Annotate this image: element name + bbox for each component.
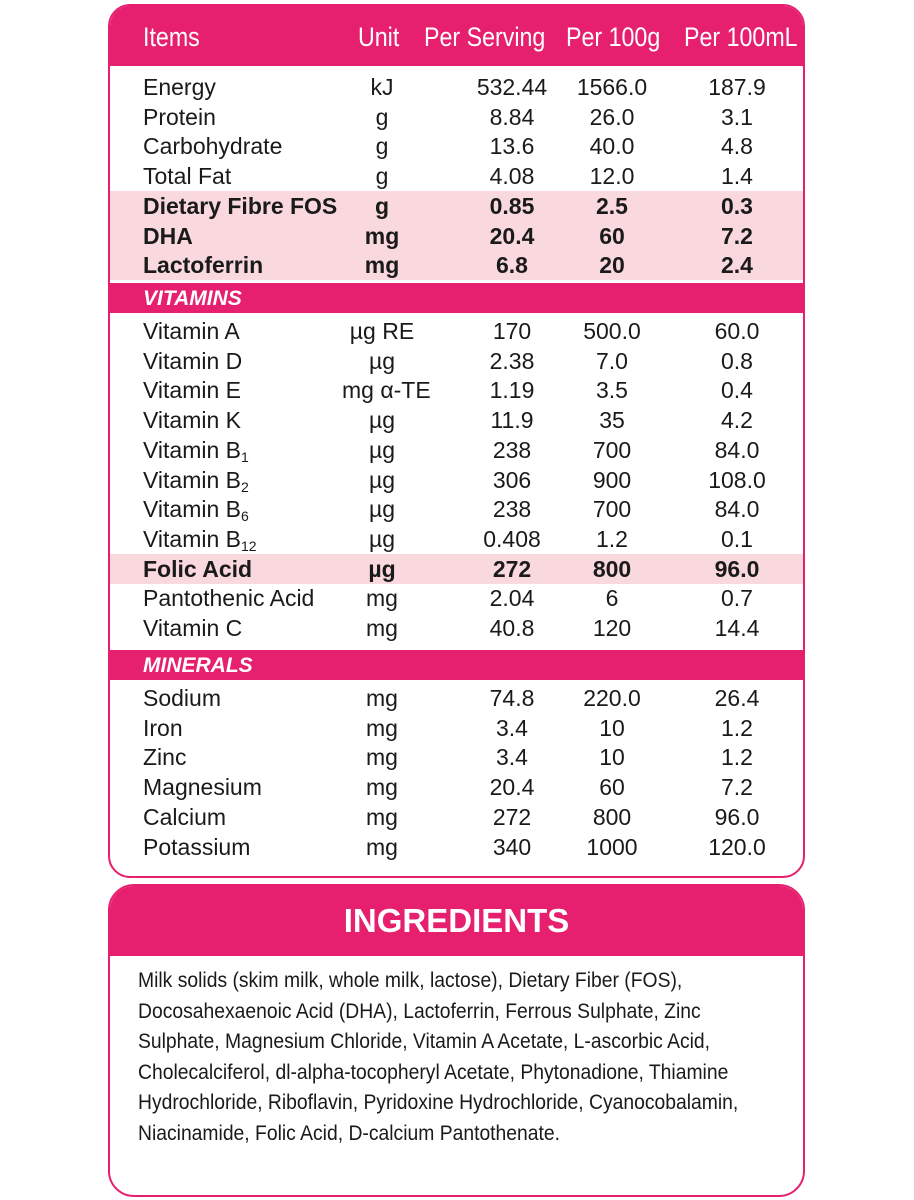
nutrient-unit: µg: [368, 436, 396, 463]
value-per-serving: 1.19: [489, 377, 535, 404]
value-per-100ml: 60.0: [714, 318, 760, 344]
value-per-serving: 6.8: [496, 252, 528, 279]
table-row: [110, 161, 803, 191]
value-per-100ml: 3.1: [721, 103, 753, 130]
value-per-serving: 272: [492, 803, 532, 830]
value-per-100g: 40.0: [589, 133, 635, 160]
nutrient-name: Total Fat: [143, 163, 232, 190]
nutrient-name: Calcium: [143, 803, 227, 830]
value-per-100g: 3.5: [596, 377, 628, 404]
header-per-serving: Per Serving: [424, 22, 546, 52]
nutrient-unit: mg: [366, 714, 398, 741]
nutrient-name: Vitamin $B_6$: [143, 496, 249, 525]
value-per-100g: 10: [599, 714, 625, 741]
vitamin-subscript: 6: [241, 508, 249, 525]
vitamins-label: VITAMINS: [143, 287, 242, 310]
value-per-100g: 12.0: [589, 163, 635, 190]
value-per-serving: 238: [492, 496, 532, 523]
value-per-serving: 2.38: [489, 347, 535, 374]
table-row: [110, 405, 803, 435]
nutrient-unit: µg: [368, 466, 396, 493]
value-per-serving: 74.8: [489, 685, 535, 711]
nutrient-unit: mg: [366, 803, 398, 830]
ingredients-panel: [108, 884, 805, 1197]
value-per-100ml: 0.4: [721, 377, 753, 404]
nutrient-name: Iron: [143, 714, 183, 741]
nutrient-unit: µg: [368, 347, 396, 374]
value-per-100g: 800: [592, 803, 632, 830]
vitamin-subscript: 12: [241, 537, 257, 554]
value-per-100g: 220.0: [583, 685, 641, 711]
nutrient-name: DHA: [143, 222, 193, 249]
nutrient-name: Pantothenic Acid: [143, 585, 315, 612]
value-per-serving: 11.9: [490, 407, 534, 434]
value-per-100ml: 187.9: [708, 74, 766, 100]
table-row: [110, 583, 803, 613]
header-items: Items: [143, 22, 200, 52]
table-header: [110, 6, 803, 66]
value-per-100ml: 1.2: [721, 714, 753, 741]
nutrient-unit: µg: [368, 407, 396, 434]
value-per-100g: 700: [592, 436, 632, 463]
nutrient-unit: mg: [366, 685, 398, 711]
value-per-serving: 20.4: [489, 774, 535, 801]
value-per-serving: 170: [492, 318, 532, 344]
value-per-serving: 238: [492, 436, 532, 463]
nutrient-name: Vitamin C: [143, 615, 243, 641]
value-per-100g: 700: [592, 496, 632, 523]
value-per-100ml: 120.0: [708, 833, 766, 860]
value-per-100ml: 96.0: [714, 555, 760, 582]
value-per-100g: 60: [599, 222, 625, 249]
value-per-100g: 120: [592, 615, 632, 641]
nutrient-name: Protein: [143, 103, 216, 130]
vitamin-subscript: 1: [241, 448, 249, 465]
table-row: [110, 713, 803, 743]
value-per-100ml: 0.8: [721, 347, 753, 374]
nutrient-name: Sodium: [143, 685, 221, 711]
value-per-100g: 60: [599, 774, 625, 801]
value-per-100g: 800: [592, 555, 632, 582]
nutrient-unit: g: [375, 103, 389, 130]
vitamins-section-header: [110, 283, 803, 313]
value-per-100g: 1.2: [596, 525, 628, 552]
vitamin-subscript: 2: [241, 478, 249, 495]
value-per-100ml: 108.0: [708, 466, 766, 493]
nutrient-name: Zinc: [143, 744, 187, 771]
table-row: [110, 465, 803, 495]
table-row: [110, 316, 803, 346]
nutrient-unit: mg: [366, 615, 398, 641]
value-per-serving: 532.44: [476, 74, 548, 100]
value-per-serving: 272: [492, 555, 532, 582]
minerals-label: MINERALS: [143, 654, 253, 677]
ingredients-title: INGREDIENTS: [110, 886, 803, 956]
minerals-section-header: [110, 650, 803, 680]
nutrient-unit: mg: [366, 774, 398, 801]
nutrient-unit: g: [375, 133, 389, 160]
nutrient-unit: µg RE: [349, 318, 415, 344]
value-per-serving: 4.08: [489, 163, 535, 190]
value-per-100ml: 0.1: [721, 525, 753, 552]
value-per-serving: 3.4: [496, 744, 528, 771]
nutrient-name: Vitamin $B_{12}$: [143, 525, 257, 554]
value-per-100g: 1000: [586, 833, 638, 860]
value-per-100ml: 4.2: [721, 407, 753, 434]
table-row: [110, 375, 803, 405]
nutrient-name: Vitamin D: [143, 347, 243, 374]
nutrient-unit: mg: [364, 252, 400, 279]
value-per-serving: 0.408: [483, 525, 541, 552]
value-per-100ml: 84.0: [714, 436, 760, 463]
value-per-serving: 3.4: [496, 714, 528, 741]
table-row: [110, 554, 803, 584]
table-row: [110, 832, 803, 862]
table-row: [110, 131, 803, 161]
table-row: [110, 435, 803, 465]
nutrient-unit: mg: [364, 222, 400, 249]
nutrient-unit: µg: [368, 496, 396, 523]
nutrient-name: Vitamin K: [143, 407, 242, 434]
nutrient-name: Vitamin $B_1$: [143, 436, 249, 465]
ingredients-list: Milk solids (skim milk, whole milk, lactose), Dietary Fiber (FOS), Docosahexaenoic Acid (DHA), Lactoferrin, Ferrous Sulphate, Zinc Sulphate, Magnesium Chloride, Vitamin A Acetate, L-ascorbic Acid, Cholecalciferol, dl-alpha-tocopheryl Acetate, Phytonadione, Thiamine Hydrochloride, Riboflavin, Pyridoxine Hydrochloride, Cyanocobalamin, Niacinamide, Folic Acid, D-calcium Pantothenate.: [138, 969, 739, 1145]
nutrient-unit: mg: [366, 585, 398, 612]
nutrient-name: Magnesium: [143, 774, 262, 801]
value-per-100g: 7.0: [596, 347, 628, 374]
nutrient-name: Potassium: [143, 833, 251, 860]
value-per-100g: 2.5: [596, 192, 628, 219]
nutrient-name: Vitamin A: [143, 318, 240, 344]
value-per-100g: 10: [599, 744, 625, 771]
table-row: [110, 772, 803, 802]
table-row: [110, 191, 803, 221]
table-row: [110, 250, 803, 280]
nutrition-table: [108, 4, 805, 878]
value-per-serving: 13.6: [489, 133, 535, 160]
header-per-100g: Per 100g: [566, 22, 661, 52]
value-per-100ml: 4.8: [721, 133, 753, 160]
table-row: [110, 221, 803, 251]
nutrient-name: Folic Acid: [143, 555, 253, 582]
nutrient-name: Lactoferrin: [143, 252, 264, 279]
value-per-100ml: 84.0: [714, 496, 760, 523]
nutrient-unit: g: [374, 192, 390, 219]
table-row: [110, 742, 803, 772]
header-per-100ml: Per 100mL: [684, 22, 798, 52]
value-per-100g: 900: [592, 466, 632, 493]
value-per-100ml: 7.2: [721, 774, 753, 801]
value-per-serving: 0.85: [489, 192, 535, 219]
value-per-serving: 2.04: [489, 585, 535, 612]
table-row: [110, 613, 803, 643]
nutrient-unit: mg: [366, 744, 398, 771]
value-per-100ml: 0.3: [721, 192, 753, 219]
nutrient-unit: µg: [368, 525, 396, 552]
value-per-100g: 26.0: [589, 103, 635, 130]
nutrient-unit: kJ: [370, 74, 394, 100]
ingredients-text: [138, 966, 781, 1149]
value-per-100ml: 7.2: [721, 222, 753, 249]
table-row: [110, 102, 803, 132]
value-per-serving: 40.8: [489, 615, 535, 641]
table-row: [110, 494, 803, 524]
value-per-100g: 1566.0: [576, 74, 648, 100]
value-per-100g: 35: [599, 407, 625, 434]
value-per-100g: 6: [605, 585, 619, 612]
value-per-serving: 340: [492, 833, 532, 860]
nutrient-unit: mg α-TE: [342, 377, 431, 404]
header-unit: Unit: [358, 22, 400, 52]
value-per-serving: 306: [492, 466, 532, 493]
nutrient-unit: mg: [366, 833, 398, 860]
nutrient-name: Dietary Fibre FOS: [143, 192, 338, 219]
value-per-100ml: 2.4: [721, 252, 753, 279]
value-per-100ml: 1.4: [721, 163, 753, 190]
nutrient-name: Vitamin E: [143, 377, 242, 404]
value-per-100ml: 26.4: [714, 685, 760, 711]
value-per-100ml: 0.7: [721, 585, 753, 612]
nutrient-name: Carbohydrate: [143, 133, 283, 160]
value-per-serving: 20.4: [489, 222, 535, 249]
table-row: [110, 346, 803, 376]
nutrient-name: Vitamin $B_2$: [143, 466, 249, 495]
nutrient-name: Energy: [143, 74, 216, 100]
table-row: [110, 72, 803, 102]
value-per-100g: 20: [599, 252, 625, 279]
value-per-100g: 500.0: [583, 318, 641, 344]
nutrient-unit: g: [375, 163, 389, 190]
table-row: [110, 802, 803, 832]
table-row: [110, 524, 803, 554]
value-per-100ml: 1.2: [721, 744, 753, 771]
value-per-100ml: 96.0: [714, 803, 760, 830]
value-per-serving: 8.84: [489, 103, 535, 130]
value-per-100ml: 14.4: [714, 615, 760, 641]
table-row: [110, 683, 803, 713]
nutrient-unit: µg: [368, 555, 396, 582]
